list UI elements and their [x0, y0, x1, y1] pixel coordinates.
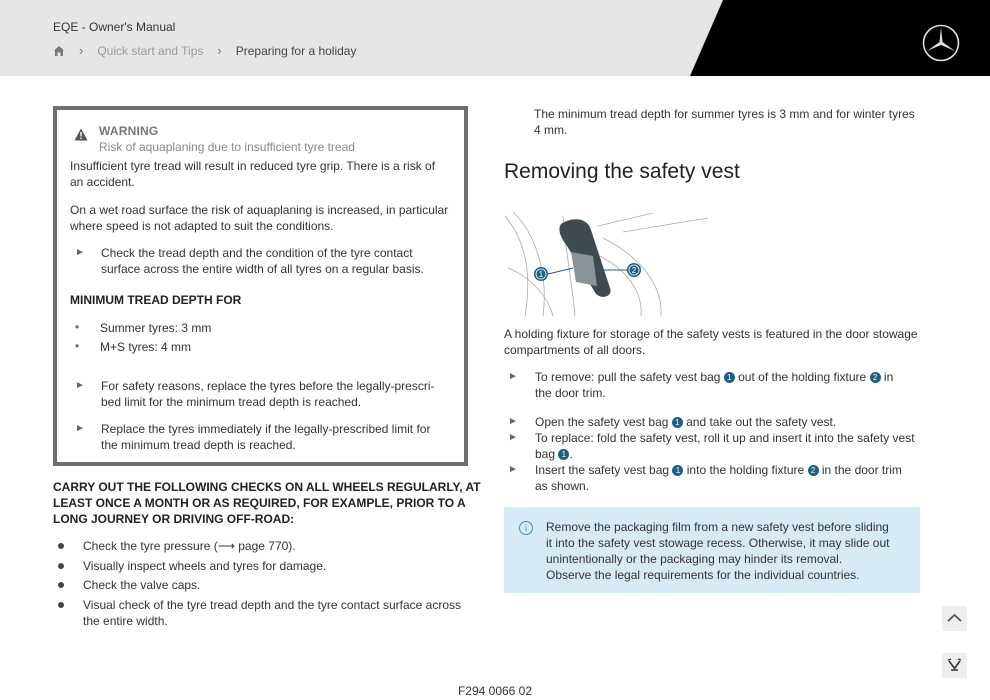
section-heading: Removing the safety vest [504, 160, 740, 183]
mercedes-star-icon[interactable] [922, 24, 960, 62]
badge-2-icon: 2 [808, 465, 819, 476]
warning-box [53, 106, 468, 466]
badge-2-icon: 2 [870, 372, 881, 383]
scroll-to-top-button[interactable] [942, 606, 967, 631]
badge-1-icon: 1 [724, 372, 735, 383]
warning-title: WARNING [99, 124, 159, 138]
tools-icon [942, 653, 967, 678]
tools-button[interactable] [942, 653, 967, 678]
header-bar [0, 0, 990, 76]
warning-step-1: Check the tread depth and the condition of the tyre contact surface across the entire width of all tyres on a regular basis. [101, 246, 424, 276]
svg-text:2: 2 [631, 266, 637, 275]
bullet-icon [58, 543, 64, 549]
info-box [504, 507, 920, 593]
bullet-icon: • [75, 320, 80, 334]
warning-step-3: Replace the tyres immediately if the legally-prescribed limit for the minimum tread depth is reached. [101, 422, 431, 452]
min-tread-item: Summer tyres: 3 mm [100, 321, 212, 335]
bullet-icon [58, 582, 64, 588]
callout-1-icon [534, 267, 548, 281]
chevron-up-icon [942, 606, 967, 631]
arrow-bullet-icon: ► [75, 423, 85, 434]
arrow-bullet-icon: ► [508, 464, 518, 475]
breadcrumb-current: Preparing for a holiday [235, 43, 357, 58]
min-tread-heading: MINIMUM TREAD DEPTH FOR [70, 293, 242, 307]
arrow-bullet-icon: ► [508, 416, 518, 427]
checks-heading: CARRY OUT THE FOLLOWING CHECKS ON ALL WHEELS REGULARLY, AT LEAST ONCE A MONTH OR AS REQUIRED, FOR EXAMPLE, PRIOR TO A LONG JOURNEY OR DRIVING OFF-ROAD: [53, 480, 481, 526]
arrow-bullet-icon: ► [75, 247, 85, 258]
step-remove: To remove: pull the safety vest bag 1 out of the holding fixture 2 in the door trim. [535, 370, 894, 400]
arrow-bullet-icon: ► [508, 371, 518, 382]
breadcrumb [53, 43, 356, 58]
bullet-icon: • [75, 339, 80, 353]
warning-text-2: On a wet road surface the risk of aquaplaning is increased, in particular where speed is not adapted to suit the conditions. [70, 203, 449, 233]
warning-text-1: Insufficient tyre tread will result in reduced tyre grip. There is a risk of an accident. [70, 159, 436, 189]
info-icon: i [519, 521, 533, 535]
step-insert: Insert the safety vest bag 1 into the holding fixture 2 in the door trim as shown. [535, 463, 902, 493]
safety-vest-illustration [503, 208, 713, 318]
breadcrumb-quick-start[interactable]: Quick start and Tips [97, 43, 204, 58]
chevron-right-icon: › [79, 43, 84, 58]
warning-subtitle: Risk of aquaplaning due to insufficient tyre tread [99, 140, 355, 154]
warning-triangle-icon [74, 128, 88, 141]
check-item: Check the valve caps. [83, 578, 201, 592]
bullet-icon [58, 602, 64, 608]
badge-1-icon: 1 [672, 417, 683, 428]
badge-1-icon: 1 [558, 449, 569, 460]
check-item: Check the tyre pressure (⟶ page 770). [83, 539, 296, 553]
step-replace: To replace: fold the safety vest, roll it up and insert it into the safety vest bag 1 . [535, 431, 915, 461]
callout-2-icon [627, 263, 641, 277]
holding-fixture-description: A holding fixture for storage of the safety vests is featured in the door stowage compartments of all doors. [504, 327, 918, 357]
svg-text:1: 1 [538, 270, 544, 279]
arrow-bullet-icon: ► [508, 432, 518, 443]
badge-1-icon: 1 [672, 465, 683, 476]
chevron-right-icon: › [217, 43, 222, 58]
check-item: Visually inspect wheels and tyres for damage. [83, 559, 327, 573]
tread-depth-note: The minimum tread depth for summer tyres is 3 mm and for winter tyres 4 mm. [534, 107, 915, 137]
bullet-icon [58, 563, 64, 569]
step-open: Open the safety vest bag 1 and take out the safety vest. [535, 415, 837, 429]
min-tread-item: M+S tyres: 4 mm [100, 340, 192, 354]
arrow-bullet-icon: ► [75, 380, 85, 391]
home-icon[interactable] [53, 45, 65, 57]
figure-code: F294 0066 02 [457, 684, 533, 698]
warning-step-2: For safety reasons, replace the tyres before the legally-prescri- bed limit for the minimum tread depth is reached. [101, 379, 435, 409]
info-text: Remove the packaging film from a new safety vest before sliding it into the safety vest stowage recess. Otherwise, it may slide out unintentionally or the packaging may hinder its removal. Observe the legal requirements for the individual countries. [546, 520, 890, 582]
app-title: EQE - Owner's Manual [53, 20, 176, 34]
check-item: Visual check of the tyre tread depth and the tyre contact surface across the entire width. [83, 598, 461, 628]
